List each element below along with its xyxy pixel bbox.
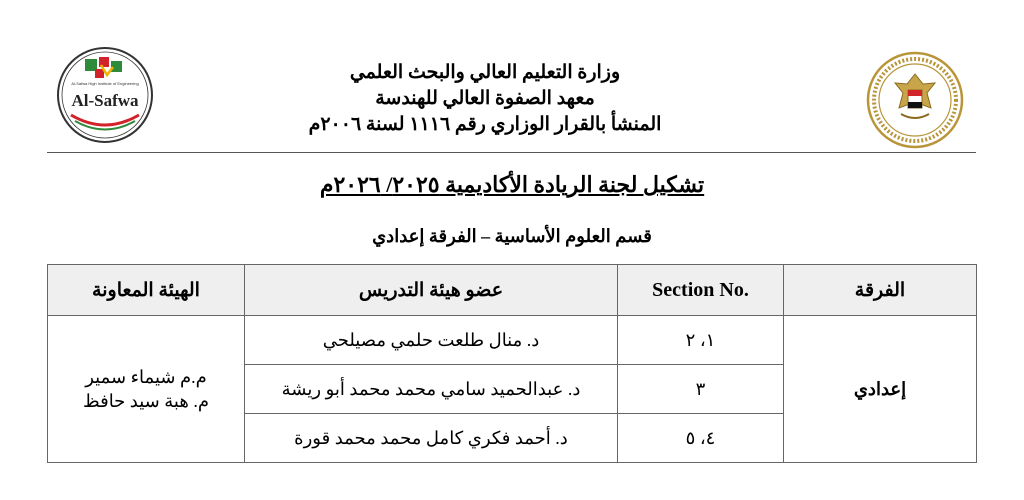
header-level: الفرقة [784, 265, 977, 316]
document-header [0, 0, 1024, 155]
institution-header-text [260, 60, 710, 138]
assistant-name: م. هبة سيد حافظ [83, 391, 209, 411]
institute-name: معهد الصفوة العالي للهندسة [375, 88, 595, 109]
header-divider [47, 152, 976, 153]
section-cell: ٤، ٥ [618, 414, 784, 463]
member-cell: د. منال طلعت حلمي مصيلحي [245, 316, 618, 365]
ministry-name: وزارة التعليم العالي والبحث العلمي [349, 62, 621, 83]
level-cell: إعدادي [784, 316, 977, 463]
member-cell: د. أحمد فكري كامل محمد محمد قورة [245, 414, 618, 463]
document-subtitle: قسم العلوم الأساسية – الفرقة إعدادي [372, 226, 652, 246]
header-member: عضو هيئة التدريس [245, 265, 618, 316]
decree-line: المنشأ بالقرار الوزاري رقم ١١١٦ لسنة ٢٠٠٦م [308, 114, 662, 135]
ministry-seal-logo [865, 50, 965, 150]
header-assistants: الهيئة المعاونة [48, 265, 245, 316]
table-header-row [48, 265, 977, 316]
section-cell: ١، ٢ [618, 316, 784, 365]
member-cell: د. عبدالحميد سامي محمد محمد أبو ريشة [245, 365, 618, 414]
logo-main-text: Al-Safwa [71, 91, 139, 110]
document-title: تشكيل لجنة الريادة الأكاديمية ٢٠٢٥/ ٢٠٢٦م [319, 172, 705, 197]
header-section: Section No. [618, 265, 784, 316]
table-row [48, 316, 977, 365]
al-safwa-logo [55, 45, 155, 145]
logo-small-text: Al-Safwa High Institute of Engineering [71, 81, 139, 86]
assistants-cell [48, 316, 245, 463]
section-cell: ٣ [618, 365, 784, 414]
assistant-name: م.م شيماء سمير [85, 367, 207, 387]
committee-table [47, 264, 977, 463]
